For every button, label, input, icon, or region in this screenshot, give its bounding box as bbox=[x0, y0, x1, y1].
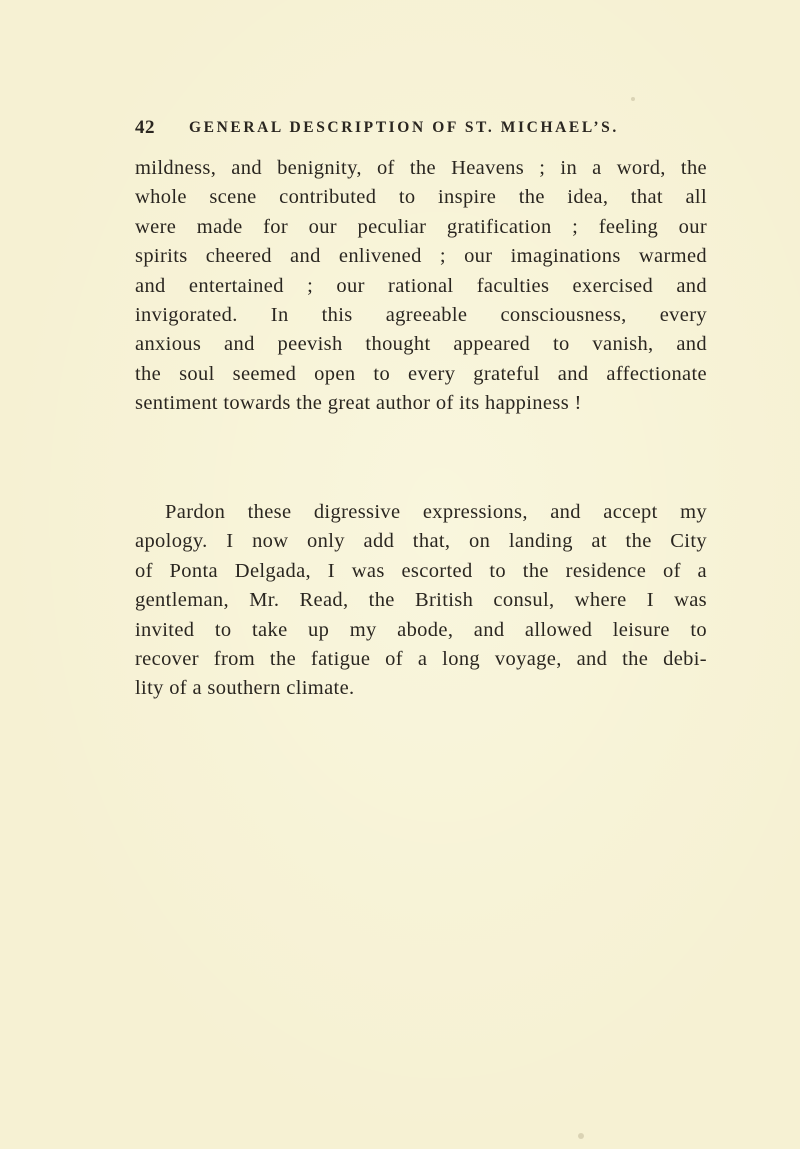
running-title: GENERAL DESCRIPTION OF ST. MICHAEL’S. bbox=[189, 119, 619, 136]
text-line: the soul seemed open to every grateful and affectionate bbox=[135, 362, 707, 385]
running-head bbox=[135, 117, 675, 141]
text-line: recover from the fatigue of a long voyage, and the debi- bbox=[135, 648, 707, 671]
text-line: anxious and peevish thought appeared to vanish, and bbox=[135, 333, 707, 356]
text-line: gentleman, Mr. Read, the British consul, where I was bbox=[135, 589, 707, 612]
text-line: mildness, and benignity, of the Heavens ; in a word, the bbox=[135, 157, 707, 179]
paper-speck bbox=[631, 97, 635, 101]
paper-speck bbox=[578, 1133, 584, 1139]
paragraph-1 bbox=[135, 154, 707, 419]
text-line: of Ponta Delgada, I was escorted to the residence of a bbox=[135, 559, 707, 582]
page-number: 42 bbox=[135, 117, 155, 138]
text-line: spirits cheered and enlivened ; our imaginations warmed bbox=[135, 245, 707, 268]
text-line: invited to take up my abode, and allowed leisure to bbox=[135, 618, 707, 641]
text-line: invigorated. In this agreeable consciousness, every bbox=[135, 304, 707, 327]
text-line: lity of a southern climate. bbox=[135, 677, 355, 700]
text-line: were made for our peculiar gratification ; feeling our bbox=[135, 215, 707, 238]
paragraph-2 bbox=[135, 498, 707, 704]
text-line: and entertained ; our rational faculties exercised and bbox=[135, 274, 707, 297]
text-line: sentiment towards the great author of its happiness ! bbox=[135, 392, 582, 415]
text-line: whole scene contributed to inspire the idea, that all bbox=[135, 186, 707, 209]
text-line: Pardon these digressive expressions, and accept my bbox=[165, 501, 707, 523]
text-line: apology. I now only add that, on landing at the City bbox=[135, 530, 707, 553]
